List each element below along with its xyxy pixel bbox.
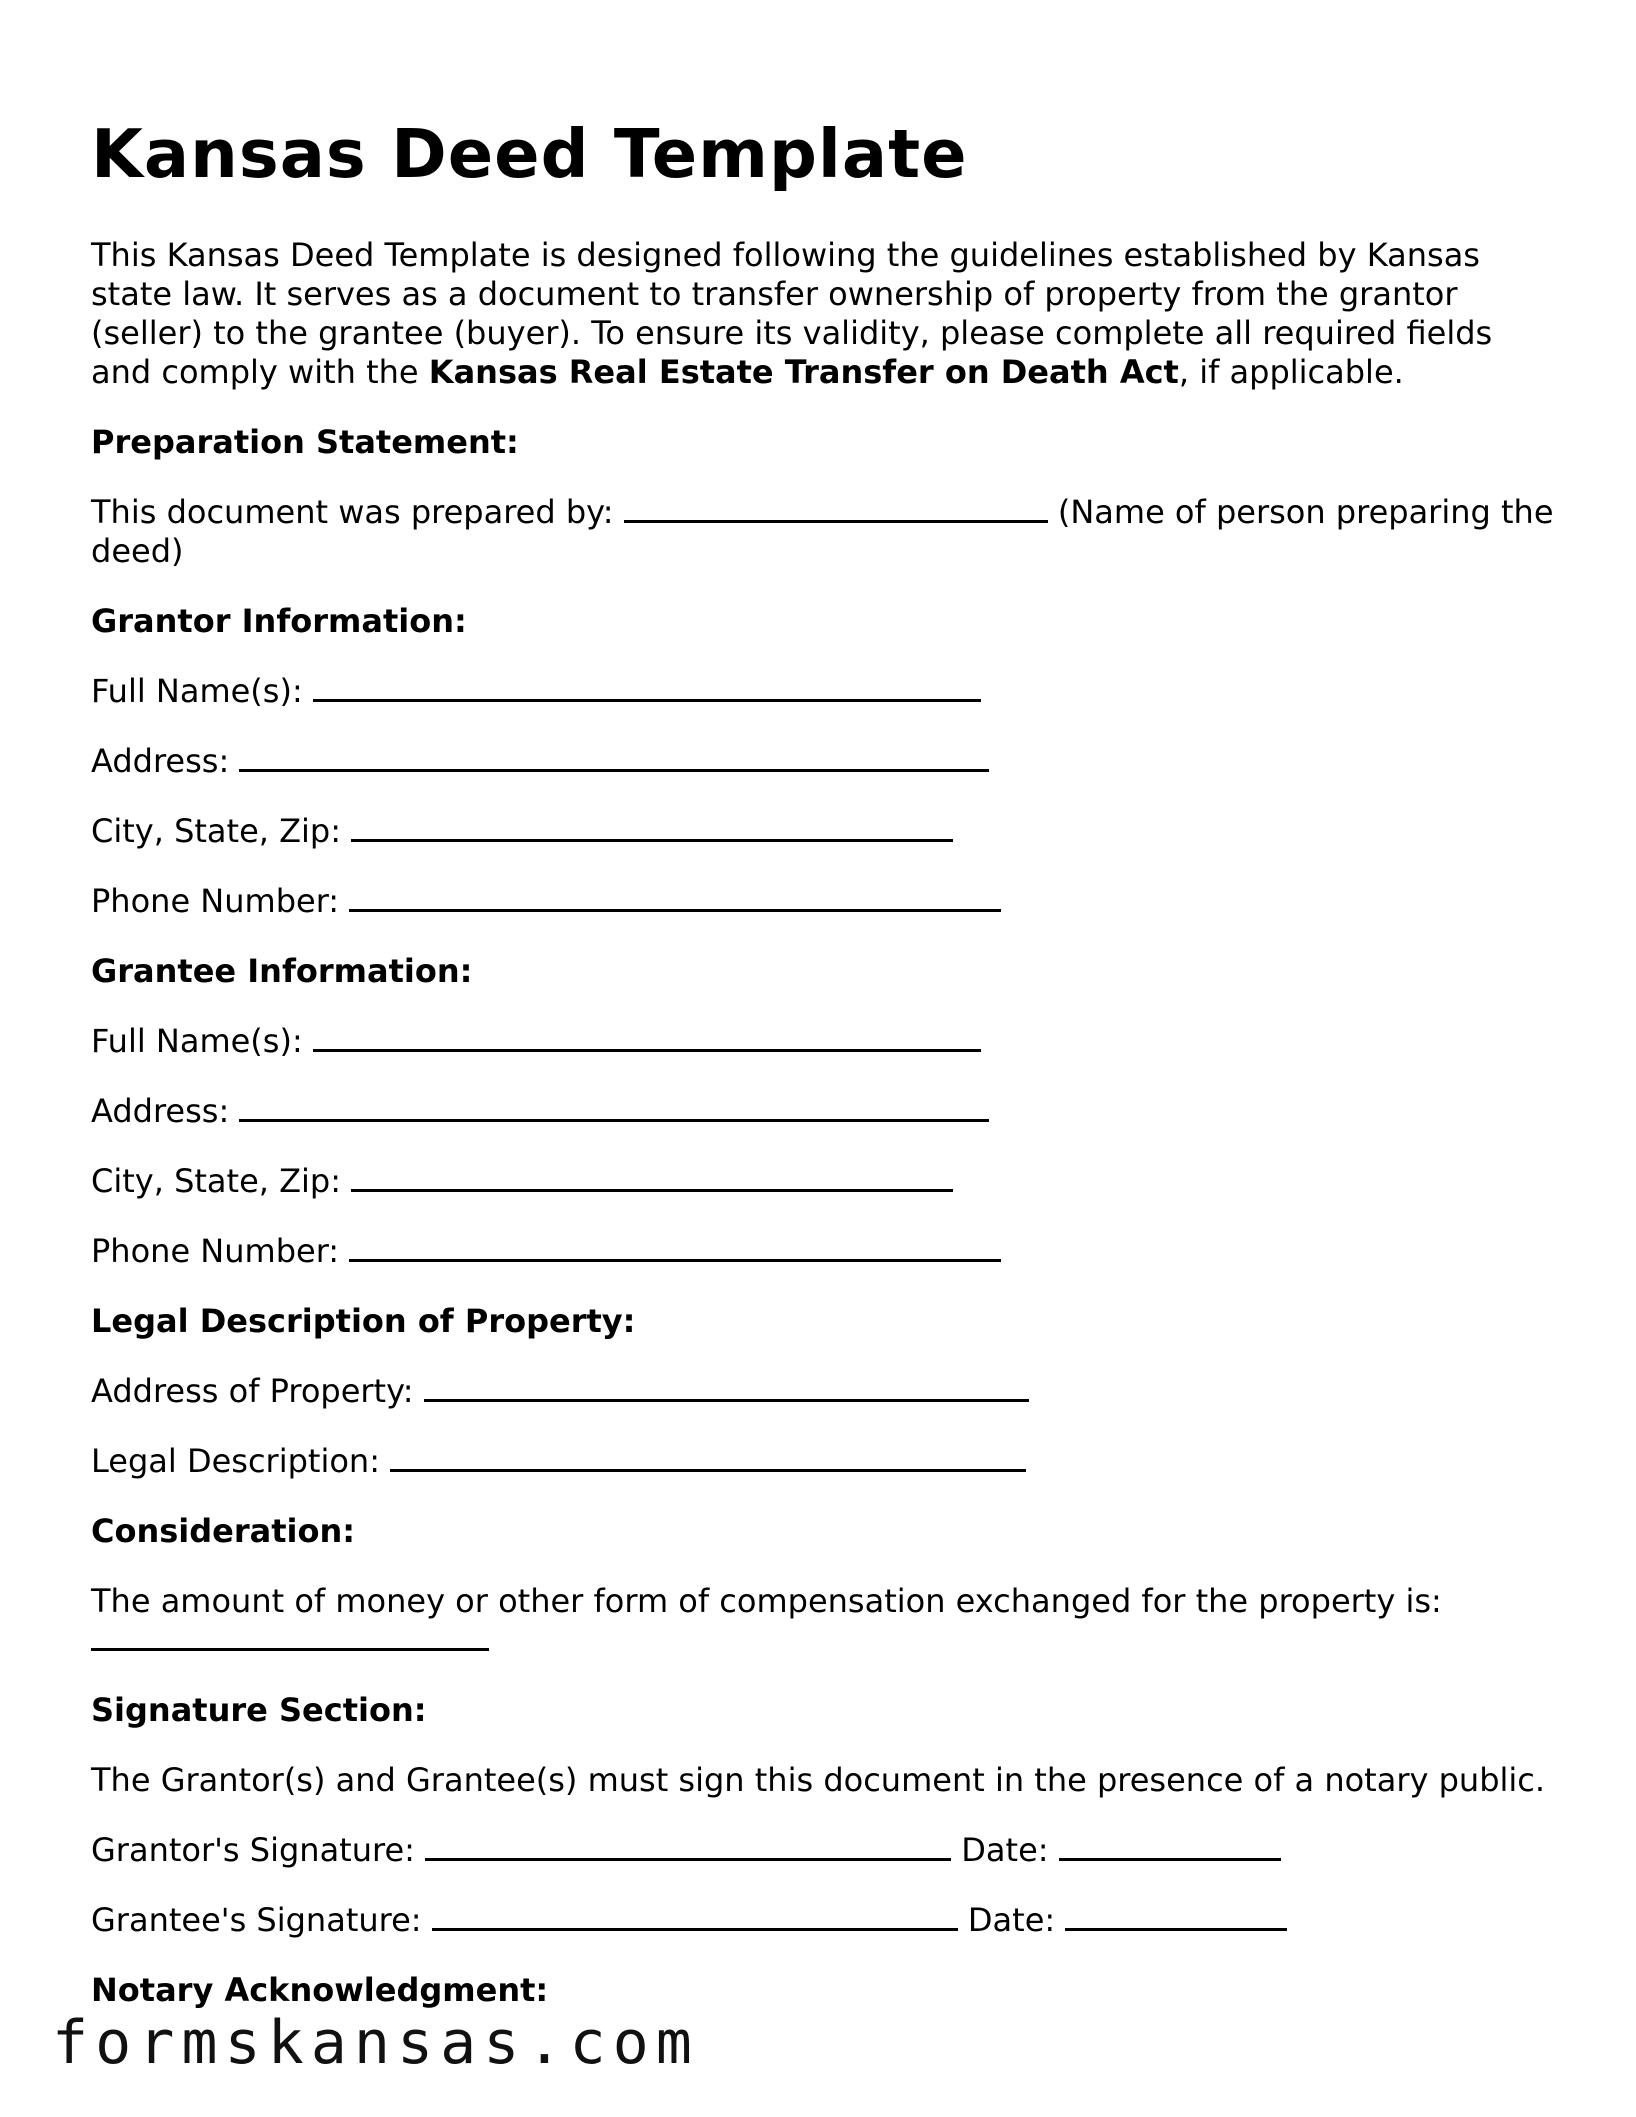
legal-heading: Legal Description of Property: <box>91 1302 636 1340</box>
site-watermark: formskansas.com <box>52 2008 699 2078</box>
property-address-field[interactable] <box>424 1373 1029 1402</box>
grantee-phone-line <box>91 1232 1561 1271</box>
grantor-name-line <box>91 672 1561 711</box>
consideration-line <box>91 1582 1561 1660</box>
grantee-date-label: Date: <box>967 1901 1056 1939</box>
grantor-signature-field[interactable] <box>425 1832 951 1861</box>
consideration-text: The amount of money or other form of compensation exchanged for the property is: <box>91 1582 1442 1620</box>
grantee-name-field[interactable] <box>313 1023 981 1052</box>
grantor-city-line <box>91 812 1561 851</box>
grantee-city-label: City, State, Zip: <box>91 1162 342 1200</box>
legal-description-label: Legal Description: <box>91 1442 380 1480</box>
grantor-phone-field[interactable] <box>349 883 1001 912</box>
grantor-signature-label: Grantor's Signature: <box>91 1831 415 1869</box>
prepared-by-note: (Name of person preparing the deed) <box>91 493 1554 570</box>
grantee-name-line <box>91 1022 1561 1061</box>
intro-act-name: Kansas Real Estate Transfer on Death Act <box>428 353 1179 391</box>
deed-document <box>91 108 1561 2010</box>
grantor-city-label: City, State, Zip: <box>91 812 342 850</box>
grantor-city-field[interactable] <box>351 813 953 842</box>
grantor-address-label: Address: <box>91 742 230 780</box>
grantor-name-field[interactable] <box>313 673 981 702</box>
grantee-heading: Grantee Information: <box>91 952 473 990</box>
grantee-signature-label: Grantee's Signature: <box>91 1901 422 1939</box>
grantee-name-label: Full Name(s): <box>91 1022 303 1060</box>
grantee-signature-line <box>91 1901 1561 1940</box>
notary-heading: Notary Acknowledgment: <box>91 1971 549 2009</box>
grantee-date-field[interactable] <box>1065 1902 1287 1931</box>
preparation-line <box>91 493 1561 571</box>
preparation-heading: Preparation Statement: <box>91 423 519 461</box>
grantor-address-line <box>91 742 1561 781</box>
intro-paragraph <box>91 236 1561 392</box>
grantee-address-field[interactable] <box>239 1093 989 1122</box>
grantee-phone-field[interactable] <box>349 1233 1001 1262</box>
property-address-label: Address of Property: <box>91 1372 414 1410</box>
signature-instruction: The Grantor(s) and Grantee(s) must sign this document in the presence of a notary public. <box>91 1761 1546 1799</box>
legal-description-line <box>91 1442 1561 1481</box>
grantee-address-line <box>91 1092 1561 1131</box>
grantee-city-line <box>91 1162 1561 1201</box>
grantor-date-label: Date: <box>961 1831 1049 1869</box>
intro-text-after: , if applicable. <box>1178 353 1404 391</box>
intro-text-before: This Kansas Deed Template is designed following the guidelines established by Kansas state law. It serves as a document to transfer ownership of property from the grantor (seller) to the grantee (buyer). To ensure its validity, please complete all required fields and comply with the <box>91 236 1493 391</box>
property-address-line <box>91 1372 1561 1411</box>
consideration-field[interactable] <box>91 1622 489 1651</box>
prepared-by-field[interactable] <box>624 494 1048 523</box>
grantee-signature-field[interactable] <box>432 1902 958 1931</box>
consideration-heading: Consideration: <box>91 1512 356 1550</box>
grantee-phone-label: Phone Number: <box>91 1232 340 1270</box>
grantor-phone-label: Phone Number: <box>91 882 340 920</box>
grantor-heading: Grantor Information: <box>91 602 467 640</box>
page-title: Kansas Deed Template <box>91 115 968 193</box>
grantee-city-field[interactable] <box>351 1163 953 1192</box>
prepared-by-label: This document was prepared by: <box>91 493 614 531</box>
grantor-date-field[interactable] <box>1059 1832 1281 1861</box>
grantor-address-field[interactable] <box>239 743 989 772</box>
signature-heading: Signature Section: <box>91 1691 427 1729</box>
legal-description-field[interactable] <box>390 1443 1026 1472</box>
grantor-signature-line <box>91 1831 1561 1870</box>
grantor-phone-line <box>91 882 1561 921</box>
grantee-address-label: Address: <box>91 1092 230 1130</box>
grantor-name-label: Full Name(s): <box>91 672 303 710</box>
